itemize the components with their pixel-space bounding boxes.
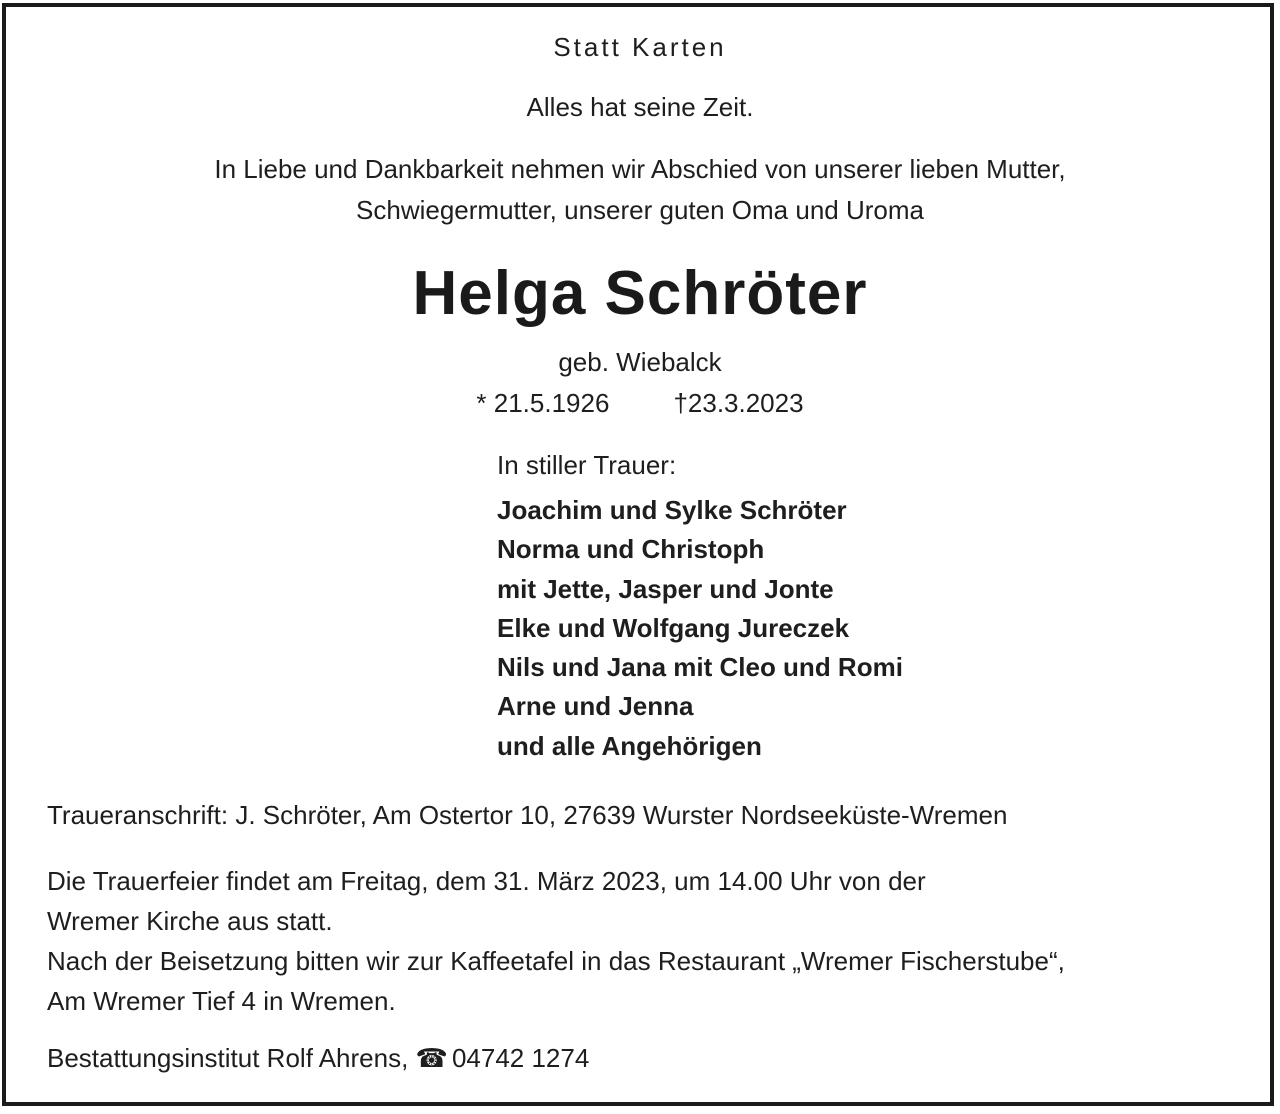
death-date: †23.3.2023: [673, 388, 804, 418]
mourning-address: Traueranschrift: J. Schröter, Am Ostertor 10, 27639 Wurster Nordseeküste-Wremen: [47, 800, 1008, 830]
family-member: Joachim und Sylke Schröter: [497, 495, 847, 525]
undertaker-info: [47, 1043, 589, 1074]
family-member: Arne und Jenna: [497, 691, 694, 722]
notice-header: Statt Karten: [553, 32, 727, 62]
service-line: Die Trauerfeier findet am Freitag, dem 31. März 2023, um 14.00 Uhr von der: [47, 866, 926, 896]
life-dates: [0, 388, 1280, 419]
service-line: Wremer Kirche aus statt.: [47, 906, 333, 936]
family-member: Nils und Jana mit Cleo und Romi: [497, 652, 903, 683]
service-info: [47, 861, 1065, 1021]
undertaker-name: Bestattungsinstitut Rolf Ahrens,: [47, 1043, 409, 1073]
service-line: Am Wremer Tief 4 in Wremen.: [47, 986, 396, 1016]
deceased-name: Helga Schröter: [412, 259, 868, 328]
mourners-list: [497, 450, 903, 766]
telephone-icon: ☎: [415, 1043, 448, 1073]
intro-line: In Liebe und Dankbarkeit nehmen wir Abschied von unserer lieben Mutter,: [214, 154, 1066, 184]
family-member: Elke und Wolfgang Jureczek: [497, 612, 850, 643]
family-member: mit Jette, Jasper und Jonte: [497, 573, 834, 604]
motto: Alles hat seine Zeit.: [526, 92, 754, 122]
intro-line: Schwiegermutter, unserer guten Oma und Uroma: [356, 195, 924, 225]
family-member: und alle Angehörigen: [497, 730, 762, 761]
mourning-label: In stiller Trauer:: [497, 450, 677, 480]
intro-text: [0, 149, 1280, 231]
family-member: Norma und Christoph: [497, 534, 765, 565]
service-line: Nach der Beisetzung bitten wir zur Kaffeetafel in das Restaurant „Wremer Fischerstube“,: [47, 946, 1065, 976]
birth-date: * 21.5.1926: [476, 388, 610, 418]
maiden-name: geb. Wiebalck: [558, 347, 722, 377]
phone-number: 04742 1274: [451, 1043, 590, 1073]
